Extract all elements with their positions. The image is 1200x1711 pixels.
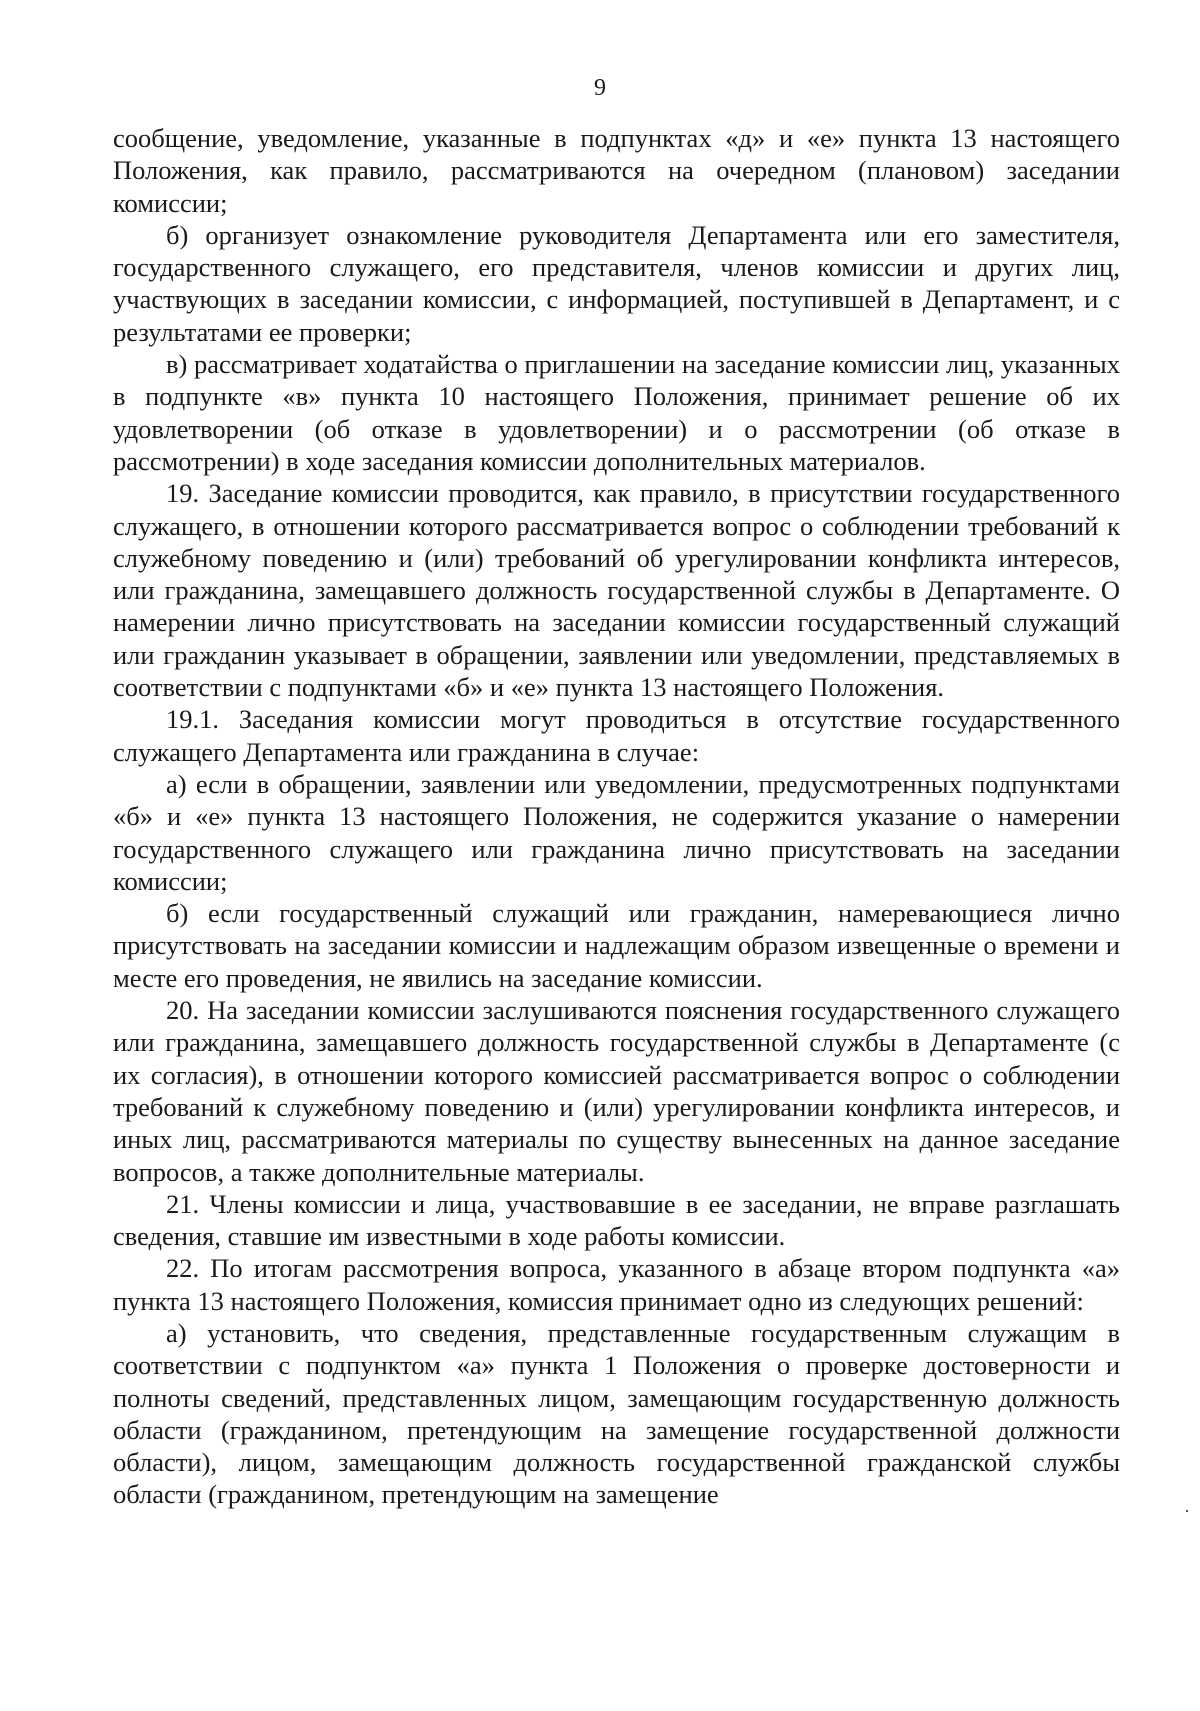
paragraph-19-1b: б) если государственный служащий или гражданин, намеревающиеся лично присутствовать на заседании комиссии и надлежащим образом извещенные о времени и месте его проведения, не явились на заседание комиссии.: [113, 898, 1120, 993]
paragraph-22a: а) установить, что сведения, представленные государственным служащим в соответствии с подпунктом «а» пункта 1 Положения о проверке достоверности и полноты сведений, представленных лицом, замещающим государственную должность области (гражданином, претендующим на замещение государственной должности области), лицом, замещающим должность государственной гражданской службы области (гражданином, претендующим на замещение: [113, 1317, 1120, 1510]
paragraph-18v: в) рассматривает ходатайства о приглашении на заседание комиссии лиц, указанных в подпункте «в» пункта 10 настоящего Положения, принимает решение об их удовлетворении (об отказе в удовлетворении) и о рассмотрении (об отказе в рассмотрении) в ходе заседания комиссии дополнительных материалов.: [113, 349, 1120, 476]
document-body: [113, 122, 1120, 1511]
paragraph-19: 19. Заседание комиссии проводится, как правило, в присутствии государственного служащего, в отношении которого рассматривается вопрос о соблюдении требований к служебному поведению и (или) требований об урегулировании конфликта интересов, или гражданина, замещавшего должность государственной службы в Департаменте. О намерении лично присутствовать на заседании комиссии государственный служащий или гражданин указывает в обращении, заявлении или уведомлении, представляемых в соответствии с подпунктами «б» и «е» пункта 13 настоящего Положения.: [113, 478, 1120, 703]
paragraph-20: 20. На заседании комиссии заслушиваются пояснения государственного служащего или гражданина, замещавшего должность государственной службы в Департаменте (с их согласия), в отношении которого комиссией рассматривается вопрос о соблюдении требований к служебному поведению и (или) урегулировании конфликта интересов, и иных лиц, рассматриваются материалы по существу вынесенных на данное заседание вопросов, а также дополнительные материалы.: [113, 995, 1120, 1187]
scan-artifact-dot: [1186, 1510, 1188, 1512]
paragraph-18b: б) организует ознакомление руководителя Департамента или его заместителя, государственного служащего, его представителя, членов комиссии и других лиц, участвующих в заседании комиссии, с информацией, поступившей в Департамент, и с результатами ее проверки;: [113, 219, 1120, 347]
paragraph-21: 21. Члены комиссии и лица, участвовавшие в ее заседании, не вправе разглашать сведения, ставшие им известными в ходе работы комиссии.: [113, 1188, 1120, 1252]
paragraph-19-1: 19.1. Заседания комиссии могут проводиться в отсутствие государственного служащего Департамента или гражданина в случае:: [113, 704, 1120, 767]
page-number: 9: [594, 75, 606, 101]
paragraph-continuation: сообщение, уведомление, указанные в подпунктах «д» и «е» пункта 13 настоящего Положения, как правило, рассматриваются на очередном (плановом) заседании комиссии;: [113, 123, 1120, 218]
paragraph-22: 22. По итогам рассмотрения вопроса, указанного в абзаце втором подпункта «а» пункта 13 настоящего Положения, комиссия принимает одно из следующих решений:: [113, 1253, 1120, 1316]
paragraph-19-1a: а) если в обращении, заявлении или уведомлении, предусмотренных подпунктами «б» и «е» пункта 13 настоящего Положения, не содержится указание о намерении государственного служащего или гражданина лично присутствовать на заседании комиссии;: [113, 768, 1120, 896]
